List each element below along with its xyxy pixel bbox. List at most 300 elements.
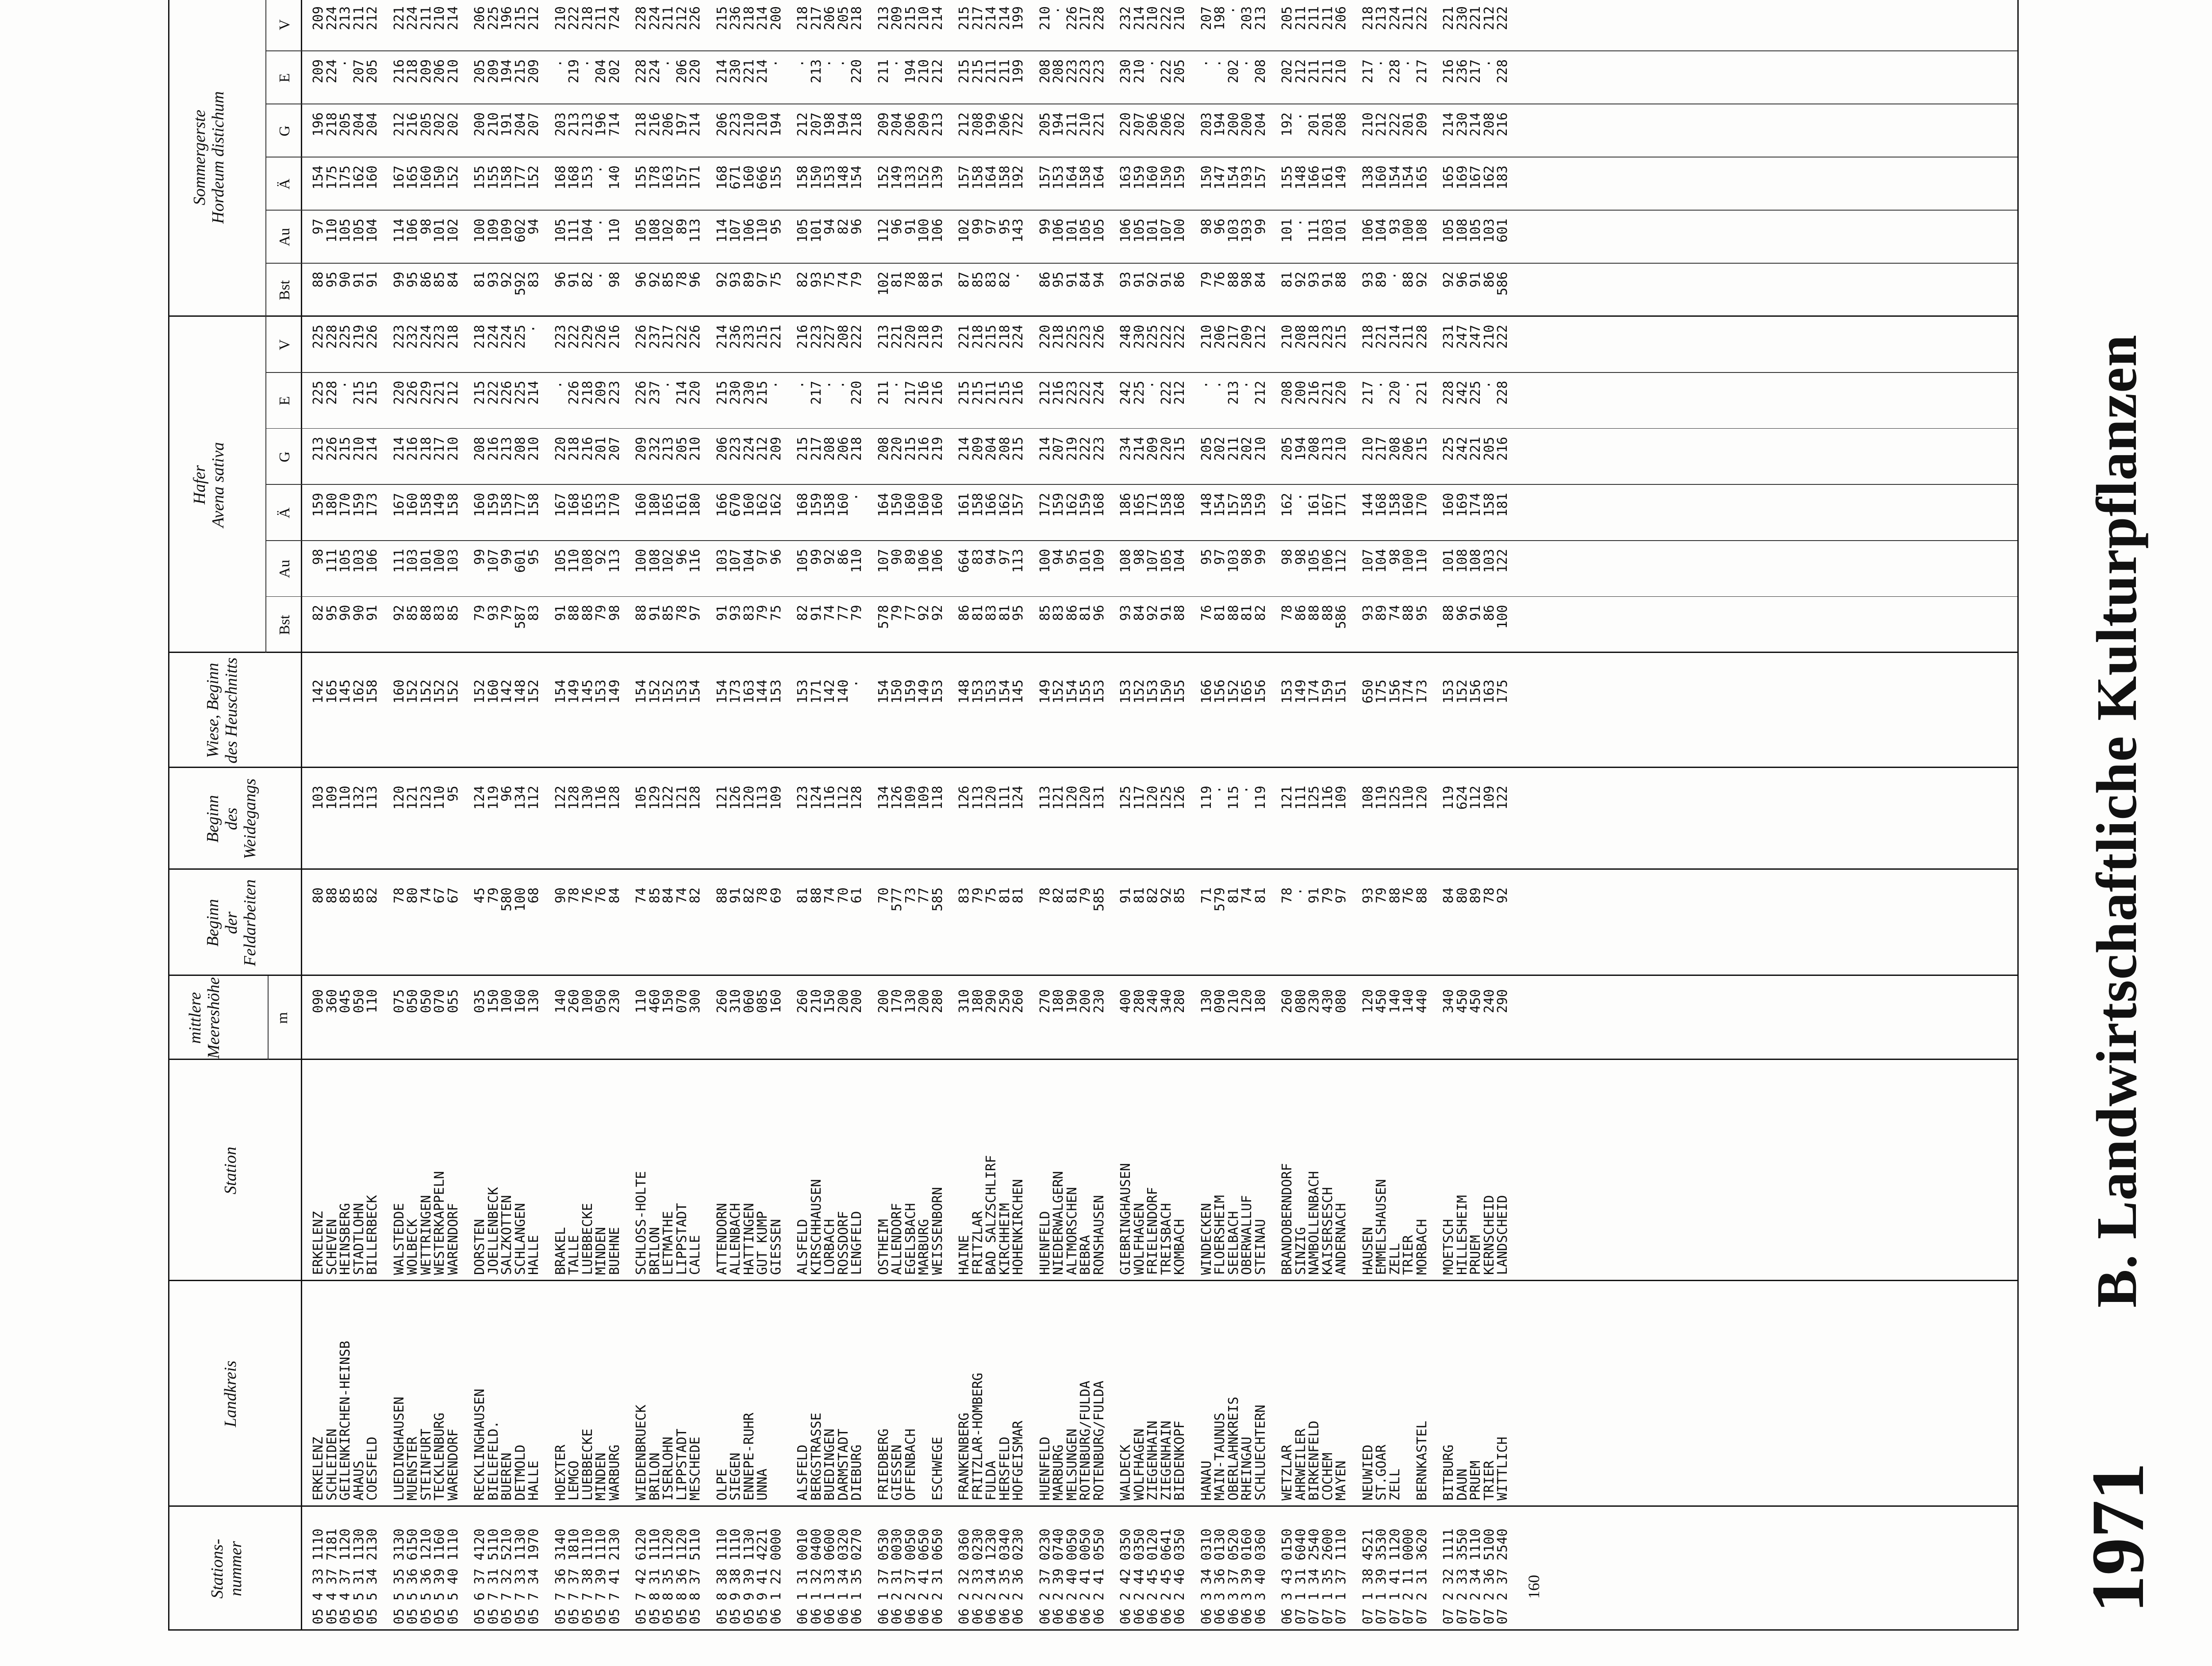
- landkreis-name: TRIER: [1481, 1460, 1497, 1501]
- station-number: 05 5 36 1210: [418, 1528, 434, 1624]
- col-stationsnummer-header: Stations- nummer: [208, 1539, 245, 1599]
- station-number: 05 5 35 3130: [391, 1528, 407, 1624]
- gerste-Ä-value: 157: [1037, 165, 1053, 190]
- hafer-Bst-value: 85: [1037, 605, 1053, 621]
- gerste-Ä-value: 159: [1172, 165, 1187, 190]
- hafer-Au-value: 103: [1481, 549, 1497, 573]
- hafer-Ä-value: 162: [1064, 493, 1080, 517]
- gerste-Au-value: 602: [512, 219, 528, 243]
- hafer-V-value: 210: [1481, 325, 1497, 349]
- gerste-Ä-value: 168: [714, 165, 730, 190]
- hafer-E-value: 215: [714, 380, 730, 405]
- weidegang-value: 109: [902, 786, 918, 810]
- heuschnitt-value: 142: [822, 679, 837, 704]
- gerste-V-value: 222: [1158, 6, 1174, 31]
- hafer-Bst-value: 578: [876, 605, 891, 629]
- hafer-E-value: ·: [822, 380, 837, 389]
- hafer-Ä-value: 154: [1212, 493, 1228, 517]
- station-name: EGELSBACH: [902, 1203, 918, 1275]
- hafer-Ä-value: 158: [526, 493, 541, 517]
- hafer-V-value: 211: [1401, 325, 1416, 349]
- station-number: 06 1 22 0000: [768, 1528, 784, 1624]
- hafer-V-value: 227: [822, 325, 837, 349]
- meereshoehe-value: 085: [755, 989, 770, 1013]
- weidegang-value: 121: [714, 786, 730, 810]
- station-number: 06 2 34 1230: [983, 1528, 999, 1624]
- station-number: 07 2 32 1111: [1441, 1528, 1456, 1624]
- weidegang-value: 117: [1131, 786, 1147, 810]
- meereshoehe-value: 440: [1414, 989, 1430, 1013]
- station-name: LIPPSTADT: [674, 1203, 690, 1275]
- gerste-Au-value: 109: [485, 219, 501, 243]
- meereshoehe-value: 120: [1239, 989, 1255, 1013]
- gerste-Bst-value: 88: [311, 272, 326, 288]
- hafer-Ä-value: 186: [1118, 493, 1133, 517]
- hafer-Au-value: 107: [485, 549, 501, 573]
- hafer-Bst-value: 88: [418, 605, 434, 621]
- hafer-G-value: 215: [1010, 437, 1026, 461]
- gerste-Bst-value: 95: [1051, 272, 1066, 288]
- gerste-E-value: ·: [889, 59, 905, 68]
- gerste-Au-value: 101: [432, 219, 447, 243]
- gerste-Au-value: 103: [1320, 219, 1336, 243]
- hafer-Au-value: 100: [1401, 549, 1416, 573]
- weidegang-value: 120: [1145, 786, 1160, 810]
- gerste-Ä-value: 193: [1239, 165, 1255, 190]
- weidegang-value: 122: [661, 786, 676, 810]
- gerste-V-value: 226: [1064, 6, 1080, 31]
- station-name: SCHLANGEN: [512, 1203, 528, 1275]
- gerste-Ä-value: 166: [1306, 165, 1322, 190]
- gerste-G-value: 200: [1239, 112, 1255, 137]
- hafer-Au-value: 107: [1145, 549, 1160, 573]
- meereshoehe-value: 060: [741, 989, 757, 1013]
- hafer-Bst-value: 79: [889, 605, 905, 621]
- gerste-E-value: ·: [1239, 59, 1255, 68]
- gerste-E-value: 228: [1387, 59, 1403, 84]
- gerste-Bst-value: 98: [1239, 272, 1255, 288]
- hafer-Au-value: 101: [1441, 549, 1456, 573]
- gerste-G-value: 210: [485, 112, 501, 137]
- gerste-Ä-value: 167: [1468, 165, 1483, 190]
- gerste-G-value: 205: [338, 112, 353, 137]
- hafer-Au-value: 108: [580, 549, 595, 573]
- hafer-V-value: 212: [1252, 325, 1268, 349]
- hafer-Bst-value: 92: [391, 605, 407, 621]
- gerste-G-value: 210: [741, 112, 757, 137]
- station-name: BRANDOBERNDORF: [1279, 1163, 1295, 1275]
- gerste-E-value: ·: [553, 59, 568, 68]
- hafer-sub-rule: [265, 317, 266, 653]
- gerste-V-value: 210: [1145, 6, 1160, 31]
- station-name: KIRSCHHAUSEN: [808, 1179, 824, 1275]
- station-number: 06 2 37 0230: [1037, 1528, 1053, 1624]
- feldarbeiten-value: 69: [768, 887, 784, 904]
- heuschnitt-value: 154: [997, 679, 1013, 704]
- weidegang-value: 121: [1279, 786, 1295, 810]
- gerste-E-value: ·: [661, 59, 676, 68]
- gerste-Au-value: 107: [728, 219, 743, 243]
- station-number: 05 7 37 1810: [566, 1528, 582, 1624]
- station-number: 07 2 36 5100: [1481, 1528, 1497, 1624]
- gerste-Ä-value: 158: [970, 165, 986, 190]
- hafer-V-value: 226: [593, 325, 609, 349]
- station-number: 07 1 37 1110: [1333, 1528, 1349, 1624]
- station-name: STADTLOHN: [351, 1203, 367, 1275]
- heuschnitt-value: 148: [512, 679, 528, 704]
- hafer-V-value: 226: [687, 325, 703, 349]
- hafer-Bst-value: 86: [956, 605, 972, 621]
- hafer-Ä-value: ·: [1293, 493, 1309, 501]
- landkreis-name: DAUN: [1454, 1468, 1470, 1501]
- heuschnitt-value: 150: [1158, 679, 1174, 704]
- gerste-Au-value: 106: [741, 219, 757, 243]
- feldarbeiten-value: 85: [351, 887, 367, 904]
- hafer-Au-value: 113: [1010, 549, 1026, 573]
- gerste-V-value: 214: [997, 6, 1013, 31]
- hafer-V-value: 218: [472, 325, 488, 349]
- hafer-Au-value: 107: [1360, 549, 1376, 573]
- hafer-subcol-1: Au: [276, 560, 293, 578]
- weidegang-value: 123: [795, 786, 810, 810]
- gerste-E-value: 209: [485, 59, 501, 84]
- hafer-E-value: 215: [970, 380, 986, 405]
- hafer-Bst-value: 81: [1212, 605, 1228, 621]
- hafer-Bst-value: 100: [1495, 605, 1510, 629]
- hafer-Ä-value: 160: [634, 493, 649, 517]
- gerste-Bst-value: ·: [1387, 272, 1403, 280]
- hafer-E-value: 225: [512, 380, 528, 405]
- hafer-E-value: 223: [607, 380, 622, 405]
- hafer-G-value: 210: [351, 437, 367, 461]
- gerste-E-value: 217: [1468, 59, 1483, 84]
- hafer-E-value: 200: [1293, 380, 1309, 405]
- hafer-Bst-value: 86: [1481, 605, 1497, 621]
- station-number: 05 5 36 6150: [405, 1528, 420, 1624]
- gerste-V-value: 218: [580, 6, 595, 31]
- hafer-Bst-value: 83: [983, 605, 999, 621]
- hafer-G-value: 206: [714, 437, 730, 461]
- station-name: LORBACH: [822, 1219, 837, 1275]
- gerste-E-value: 194: [499, 59, 515, 84]
- hafer-V-value: 223: [808, 325, 824, 349]
- heuschnitt-value: 159: [1320, 679, 1336, 704]
- gerste-V-value: 212: [526, 6, 541, 31]
- station-name: HOHENKIRCHEN: [1010, 1179, 1026, 1275]
- hafer-Bst-value: 83: [432, 605, 447, 621]
- hafer-Ä-value: 159: [1078, 493, 1093, 517]
- meereshoehe-value: 400: [1118, 989, 1133, 1013]
- hafer-Au-value: 105: [1158, 549, 1174, 573]
- gerste-G-value: 206: [1145, 112, 1160, 137]
- heuschnitt-value: 155: [1172, 679, 1187, 704]
- hafer-E-value: 215: [755, 380, 770, 405]
- gerste-E-value: 221: [741, 59, 757, 84]
- gerste-E-value: 228: [634, 59, 649, 84]
- heuschnitt-value: 154: [634, 679, 649, 704]
- hafer-V-value: 221: [1374, 325, 1389, 349]
- station-name: SCHLOSS-HOLTE: [634, 1171, 649, 1275]
- hafer-Bst-value: 88: [1306, 605, 1322, 621]
- hafer-Bst-value: 76: [1198, 605, 1214, 621]
- gerste-V-value: 211: [593, 6, 609, 31]
- hafer-Au-value: 95: [1064, 549, 1080, 565]
- gerste-V-value: 228: [1091, 6, 1107, 31]
- gerste-V-value: 214: [755, 6, 770, 31]
- gerste-E-value: ·: [1401, 59, 1416, 68]
- hafer-V-value: 218: [1360, 325, 1376, 349]
- gerste-Au-value: 95: [768, 219, 784, 235]
- gerste-Bst-value: 84: [1078, 272, 1093, 288]
- feldarbeiten-value: 76: [1401, 887, 1416, 904]
- hafer-E-value: 225: [1468, 380, 1483, 405]
- heuschnitt-value: 142: [311, 679, 326, 704]
- gerste-Ä-value: 183: [1495, 165, 1510, 190]
- hafer-G-value: 234: [1118, 437, 1133, 461]
- hafer-E-value: 212: [1037, 380, 1053, 405]
- hafer-Ä-value: 171: [1333, 493, 1349, 517]
- gerste-Ä-value: 158: [795, 165, 810, 190]
- gerste-G-value: 205: [1037, 112, 1053, 137]
- landkreis-name: FRITZLAR-HOMBERG: [970, 1373, 986, 1501]
- hafer-Au-value: 109: [1091, 549, 1107, 573]
- gerste-Ä-value: 153: [1051, 165, 1066, 190]
- hafer-E-value: 220: [391, 380, 407, 405]
- weidegang-value: 125: [1306, 786, 1322, 810]
- landkreis-name: MAIN-TAUNUS: [1212, 1413, 1228, 1501]
- station-name: GUT KUMP: [755, 1211, 770, 1275]
- weidegang-value: 122: [553, 786, 568, 810]
- heuschnitt-value: 154: [1064, 679, 1080, 704]
- landkreis-name: SCHLEIDEN: [324, 1428, 340, 1501]
- landkreis-name: BERNKASTEL: [1414, 1420, 1430, 1501]
- station-number: 07 1 38 4521: [1360, 1528, 1376, 1624]
- landkreis-name: BITBURG: [1441, 1444, 1456, 1501]
- gerste-E-value: 220: [687, 59, 703, 84]
- hafer-Bst-value: 91: [647, 605, 663, 621]
- station-name: FRITZLAR: [970, 1211, 986, 1275]
- hafer-Au-value: 103: [445, 549, 461, 573]
- hafer-V-value: 217: [661, 325, 676, 349]
- hafer-Ä-value: 164: [876, 493, 891, 517]
- hafer-Ä-value: 144: [1360, 493, 1376, 517]
- hafer-Bst-value: 78: [674, 605, 690, 621]
- col-gerste-header: Sommergerste Hordeum distichum: [190, 91, 227, 224]
- heuschnitt-value: 148: [956, 679, 972, 704]
- gerste-Au-value: 105: [338, 219, 353, 243]
- gerste-V-value: 199: [1010, 6, 1026, 31]
- hafer-G-value: 209: [1145, 437, 1160, 461]
- hafer-E-value: 214: [526, 380, 541, 405]
- gerste-Bst-value: 88: [1401, 272, 1416, 288]
- meereshoehe-value: 080: [1293, 989, 1309, 1013]
- station-name: NAMBOLLENBACH: [1306, 1171, 1322, 1275]
- gerste-Au-value: ·: [1293, 219, 1309, 227]
- hafer-Bst-value: 83: [741, 605, 757, 621]
- hafer-V-value: 216: [795, 325, 810, 349]
- station-name: WETTRINGEN: [418, 1195, 434, 1275]
- gerste-E-value: 215: [512, 59, 528, 84]
- gerste-Bst-value: 99: [391, 272, 407, 288]
- meereshoehe-value: 190: [1064, 989, 1080, 1013]
- hafer-Au-value: 110: [1414, 549, 1430, 573]
- gerste-Bst-value: 95: [324, 272, 340, 288]
- meereshoehe-value: 210: [808, 989, 824, 1013]
- heuschnitt-value: 155: [1078, 679, 1093, 704]
- gerste-Ä-value: 192: [1010, 165, 1026, 190]
- hafer-V-value: 214: [714, 325, 730, 349]
- hafer-G-value: 242: [1454, 437, 1470, 461]
- gerste-G-value: 201: [1306, 112, 1322, 137]
- station-number: 06 3 40 0360: [1252, 1528, 1268, 1624]
- gerste-Ä-value: 159: [1131, 165, 1147, 190]
- feldarbeiten-value: 71: [1198, 887, 1214, 904]
- hafer-Ä-value: 177: [512, 493, 528, 517]
- gerste-E-value: 223: [1091, 59, 1107, 84]
- gerste-E-value: 224: [647, 59, 663, 84]
- gerste-Au-value: 110: [607, 219, 622, 243]
- landkreis-name: ST.GOAR: [1374, 1444, 1389, 1501]
- hafer-Au-value: 95: [1198, 549, 1214, 565]
- gerste-Bst-value: 92: [499, 272, 515, 288]
- station-number: 06 2 40 0050: [1064, 1528, 1080, 1624]
- gerste-V-value: 224: [405, 6, 420, 31]
- hafer-V-value: 225: [311, 325, 326, 349]
- gerste-Ä-value: 140: [607, 165, 622, 190]
- gerste-Au-value: 104: [580, 219, 595, 243]
- hafer-Ä-value: 162: [1279, 493, 1295, 517]
- hafer-Ä-value: 158: [445, 493, 461, 517]
- gerste-V-value: 218: [1360, 6, 1376, 31]
- meereshoehe-value: 450: [1454, 989, 1470, 1013]
- feldarbeiten-value: 577: [889, 887, 905, 912]
- gerste-E-value: 211: [1320, 59, 1336, 84]
- hafer-E-value: 215: [956, 380, 972, 405]
- gerste-Bst-value: 91: [1468, 272, 1483, 288]
- hafer-Bst-value: 86: [1064, 605, 1080, 621]
- gerste-Bst-value: 91: [351, 272, 367, 288]
- hafer-V-value: 222: [849, 325, 864, 349]
- gerste-Ä-value: 152: [876, 165, 891, 190]
- landkreis-name: WETZLAR: [1279, 1444, 1295, 1501]
- hafer-Au-value: 98: [1293, 549, 1309, 565]
- station-name: WESTERKAPPELN: [432, 1171, 447, 1275]
- landkreis-name: WITTLICH: [1495, 1436, 1510, 1501]
- hafer-subcol-5: V: [276, 339, 293, 350]
- hafer-V-value: 225: [1145, 325, 1160, 349]
- hafer-Au-value: 95: [526, 549, 541, 565]
- hafer-E-value: 220: [1387, 380, 1403, 405]
- gerste-V-value: 200: [768, 6, 784, 31]
- gerste-Au-value: 106: [929, 219, 945, 243]
- hafer-E-value: 226: [634, 380, 649, 405]
- hafer-V-value: 231: [1441, 325, 1456, 349]
- hafer-Bst-value: 91: [808, 605, 824, 621]
- weidegang-value: 624: [1454, 786, 1470, 810]
- landkreis-name: AHAUS: [351, 1460, 367, 1501]
- gerste-E-value: 209: [418, 59, 434, 84]
- landkreis-name: BUEREN: [499, 1452, 515, 1501]
- hafer-Au-value: 103: [405, 549, 420, 573]
- meereshoehe-value: 250: [997, 989, 1013, 1013]
- hafer-Ä-value: 160: [902, 493, 918, 517]
- feldarbeiten-value: 78: [391, 887, 407, 904]
- station-name: HALLE: [526, 1235, 541, 1275]
- gerste-V-value: 205: [835, 6, 851, 31]
- gerste-Ä-value: 160: [1145, 165, 1160, 190]
- heuschnitt-value: 149: [1293, 679, 1309, 704]
- station-name: TALLE: [566, 1235, 582, 1275]
- hafer-G-value: 232: [647, 437, 663, 461]
- feldarbeiten-value: ·: [1293, 887, 1309, 896]
- gerste-V-value: 218: [795, 6, 810, 31]
- hafer-G-value: 216: [580, 437, 595, 461]
- hafer-Bst-value: 93: [485, 605, 501, 621]
- hafer-Ä-value: 158: [1387, 493, 1403, 517]
- hafer-Bst-value: 91: [365, 605, 380, 621]
- landkreis-name: NEUWIED: [1360, 1444, 1376, 1501]
- hafer-Bst-value: 85: [445, 605, 461, 621]
- hafer-E-value: 221: [1320, 380, 1336, 405]
- landkreis-name: MUENSTER: [405, 1436, 420, 1501]
- feldarbeiten-value: 45: [472, 887, 488, 904]
- hafer-Ä-value: 180: [687, 493, 703, 517]
- hafer-G-value: 214: [391, 437, 407, 461]
- gerste-Au-value: 98: [418, 219, 434, 235]
- station-number: 05 9 38 1110: [728, 1528, 743, 1624]
- gerste-E-value: 215: [970, 59, 986, 84]
- gerste-G-value: 208: [1481, 112, 1497, 137]
- hafer-E-value: 220: [687, 380, 703, 405]
- gerste-Au-value: ·: [593, 219, 609, 227]
- landkreis-name: DARMSTADT: [835, 1428, 851, 1501]
- station-number: 06 2 45 0120: [1145, 1528, 1160, 1624]
- gerste-Ä-value: 154: [849, 165, 864, 190]
- hafer-Au-value: 98: [311, 549, 326, 565]
- hafer-V-value: 216: [607, 325, 622, 349]
- gerste-G-value: 722: [1010, 112, 1026, 137]
- hafer-Bst-value: 82: [311, 605, 326, 621]
- landkreis-name: HOEXTER: [553, 1444, 568, 1501]
- hafer-Au-value: 106: [929, 549, 945, 573]
- weidegang-value: 128: [607, 786, 622, 810]
- weidegang-value: 120: [741, 786, 757, 810]
- landkreis-name: MARBURG: [1051, 1444, 1066, 1501]
- gerste-V-value: 214: [929, 6, 945, 31]
- hafer-Ä-value: 168: [1172, 493, 1187, 517]
- gerste-Bst-value: 84: [1252, 272, 1268, 288]
- feldarbeiten-value: 85: [338, 887, 353, 904]
- station-number: 06 2 31 0650: [929, 1528, 945, 1624]
- station-name: MORBACH: [1414, 1219, 1430, 1275]
- station-number: 06 2 37 0050: [902, 1528, 918, 1624]
- weidegang-value: 112: [835, 786, 851, 810]
- gerste-V-value: 210: [553, 6, 568, 31]
- station-name: TRIER: [1401, 1235, 1416, 1275]
- hafer-Au-value: 105: [338, 549, 353, 573]
- station-name: ALTMORSCHEN: [1064, 1187, 1080, 1275]
- hafer-G-value: 217: [808, 437, 824, 461]
- weidegang-value: 112: [1468, 786, 1483, 810]
- hafer-Bst-value: 92: [929, 605, 945, 621]
- hafer-Au-value: 107: [728, 549, 743, 573]
- landkreis-name: MINDEN: [593, 1452, 609, 1501]
- hafer-V-value: 208: [1293, 325, 1309, 349]
- hafer-Bst-value: 93: [728, 605, 743, 621]
- gerste-Ä-value: 168: [553, 165, 568, 190]
- hafer-V-value: 221: [956, 325, 972, 349]
- gerste-subcol-3: G: [276, 125, 293, 137]
